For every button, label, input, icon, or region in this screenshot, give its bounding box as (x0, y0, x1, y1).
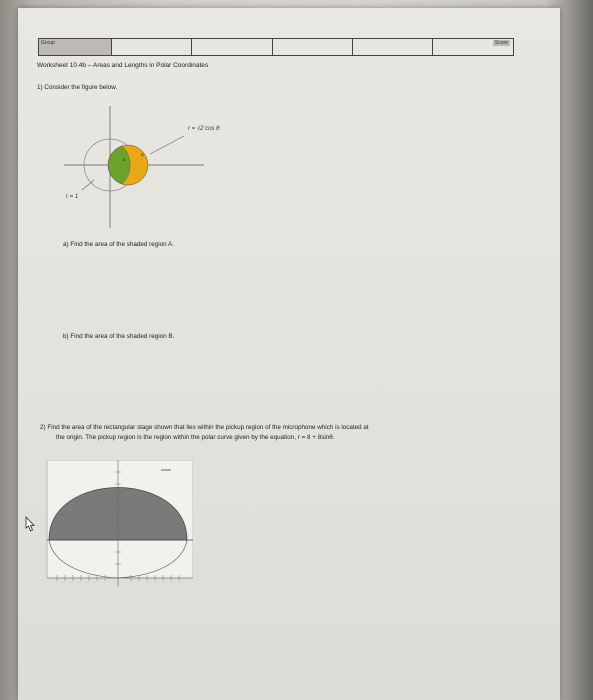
header-table (38, 38, 514, 56)
header-cell (112, 39, 192, 55)
question-2-line-1: 2) Find the area of the rectangular stage shown that lies within the pickup region of the microphone which is located at (40, 424, 369, 431)
group-label: Group (41, 40, 55, 46)
circle-radius-label: r = 1 (66, 194, 79, 200)
radius-pointer (82, 180, 94, 190)
question-2 (40, 423, 510, 443)
cardioid-stage-figure (43, 460, 193, 588)
polar-circles-figure (64, 106, 204, 228)
question-1a: a) Find the area of the shaded region A. (63, 241, 174, 248)
region-a-label: A (123, 157, 126, 162)
worksheet-title: Worksheet 10.4b – Areas and Lengths in Polar Coordinates (37, 62, 209, 69)
question-2-line-2: the origin. The pickup region is the region within the polar curve given by the equation, r = 8 + 8sinθ. (56, 434, 335, 441)
score-label: Score (494, 40, 508, 46)
score-cell (433, 39, 512, 55)
question-1b: b) Find the area of the shaded region B. (63, 333, 175, 340)
group-cell (39, 39, 112, 55)
region-b-label: B (141, 152, 144, 157)
question-1-prompt: 1) Consider the figure below. (37, 84, 118, 91)
header-cell (273, 39, 353, 55)
curve-equation-label: r = √2 cos θ (188, 126, 220, 132)
header-cell (353, 39, 433, 55)
equation-pointer (150, 136, 184, 154)
header-cell (192, 39, 272, 55)
pointer-cursor-icon (22, 515, 38, 533)
